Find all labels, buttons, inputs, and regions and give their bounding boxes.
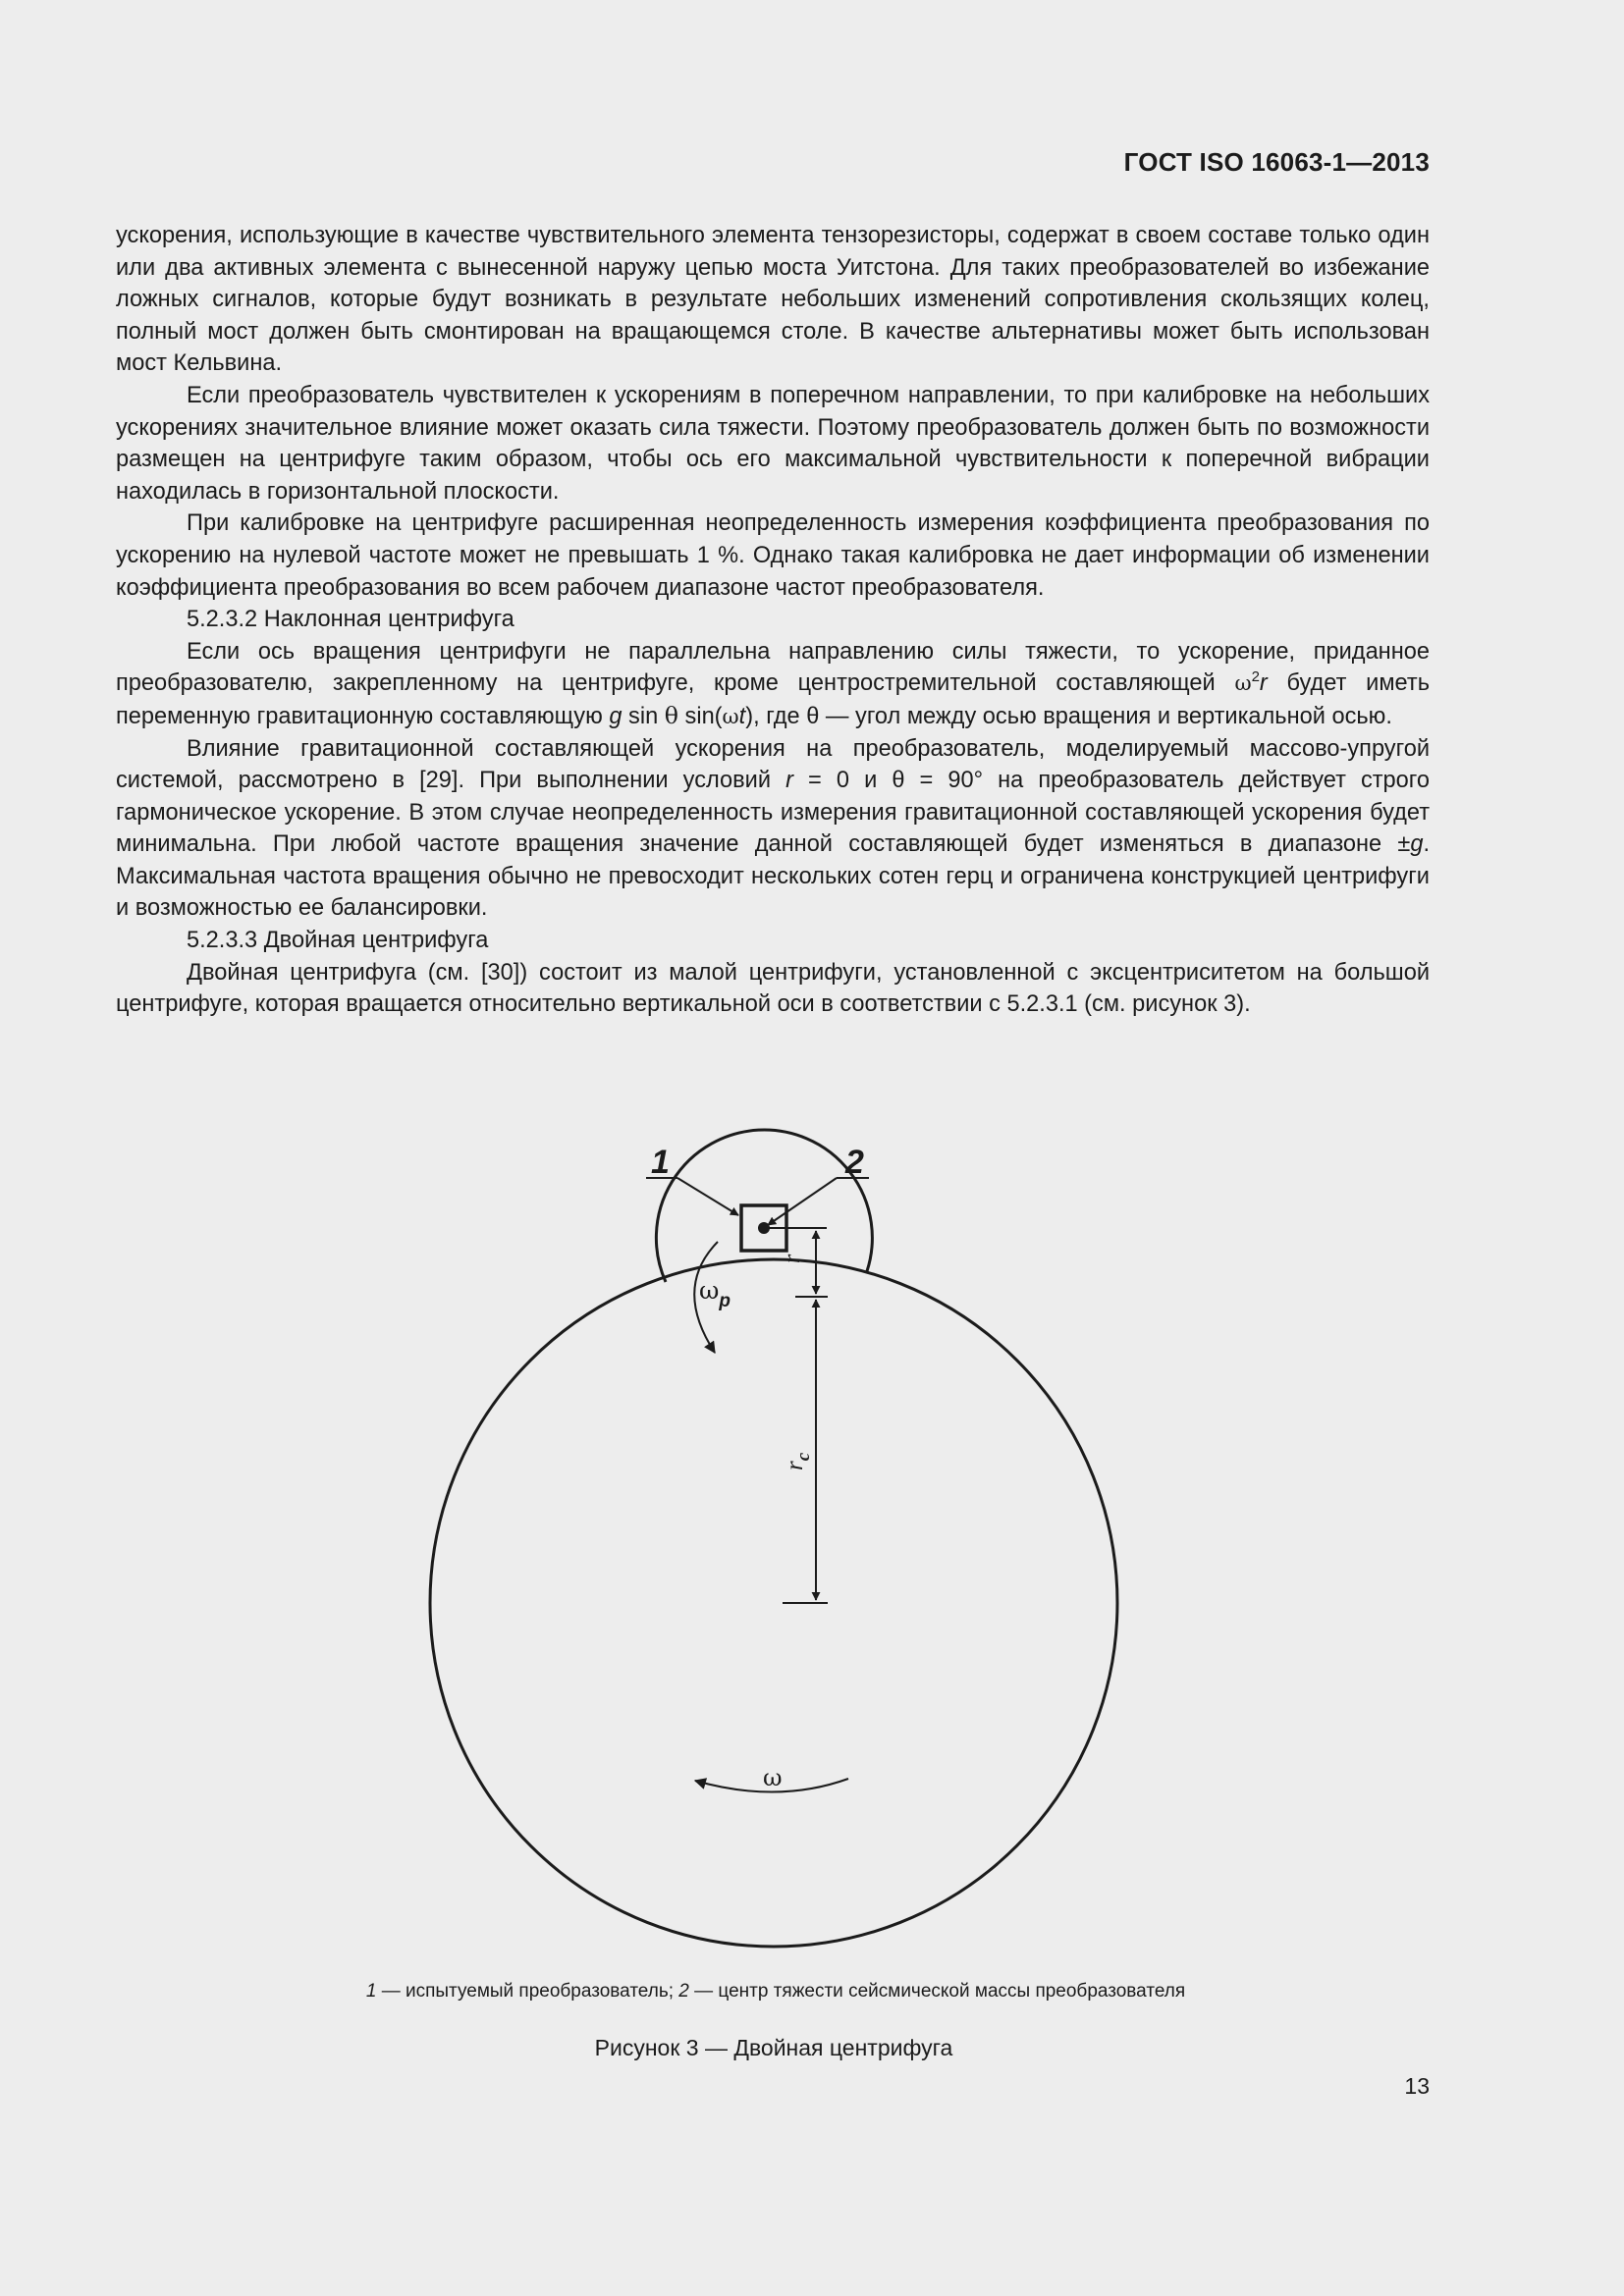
legend-key-1: 1 — [365, 1981, 377, 2002]
label-2: 2 — [845, 1144, 864, 1181]
section-heading-5-2-3-2: 5.2.3.2 Наклонная центрифуга — [187, 607, 514, 633]
text-run: . Максимальная частота вращения обычно не превосходит нескольких сотен герц и ограничена конструкцией центрифуги и возможностью ее балансировки. — [116, 831, 1430, 922]
rc-label: $r_c$ — [782, 1452, 814, 1470]
leader-line-1 — [677, 1178, 738, 1215]
page-number: 13 — [1404, 2073, 1430, 2099]
paragraph: При калибровке на центрифуге расширенная неопределенность измерения коэффициента преобразования по ускорению на нулевой частоте может не превышать 1 %. Однако такая калибровка не дает информации об изменении коэффициента преобразования во всем рабочем диапазоне частот преобразователя. — [116, 510, 1430, 601]
text-run: sin( — [677, 703, 723, 729]
paragraph: Если преобразователь чувствителен к ускорениям в поперечном направлении, то при калибровке на небольших ускорениях значительное влияние может оказать сила тяжести. Поэтому преобразователь должен быть по возможности размещен на центрифуге таким образом, чтобы ось его максимальной чувствительности к поперечной вибрации находилась в горизонтальной плоскости. — [116, 382, 1430, 505]
legend-text-2: — центр тяжести сейсмической массы преобразователя — [688, 1981, 1186, 2002]
text-run: Влияние гравитационной составляющей ускорения на преобразователь, моделируемый массово-упругой системой, рассмотрено в [29]. При выполнении условий — [116, 735, 1430, 794]
text-run: ), где θ — угол между осью вращения и вертикальной осью. — [745, 703, 1392, 729]
omega-symbol: ω — [1234, 671, 1252, 696]
t-variable: t — [738, 703, 746, 729]
omega-symbol: ω — [722, 704, 739, 728]
text-run: = 0 и θ = 90° на преобразователь действует строго гармоническое ускорение. В этом случае неопределенность измерения гравитационной составляющей ускорения будет минимальна. При любой частоте вращения значение данной составляющей будет изменяться в диапазоне ± — [116, 768, 1430, 858]
theta-symbol: θ — [664, 701, 678, 729]
legend-key-2: 2 — [678, 1981, 689, 2002]
text-run: sin — [622, 703, 665, 729]
text-run: Если ось вращения центрифуги не параллельна направлению силы тяжести, то ускорение, приданное преобразователю, закрепленному на центрифуге, кроме центростремительной составляющей — [116, 638, 1430, 697]
omega-p-label: $\omega_p$ — [699, 1276, 731, 1311]
leader-line-2 — [768, 1178, 837, 1225]
legend-text-1: — испытуемый преобразователь; — [376, 1981, 679, 2002]
superscript: 2 — [1251, 668, 1260, 686]
paragraph: ускорения, использующие в качестве чувствительного элемента тензорезисторы, содержат в своем составе только один или два активных элемента с вынесенной наружу цепью моста Уитстона. Для таких преобразователей во избежание ложных сигналов, которые будут возникать в результате небольших изменений сопротивления скользящих колец, полный мост должен быть смонтирован на вращающемся столе. В качестве альтернативы может быть использован мост Кельвина. — [116, 223, 1430, 377]
label-1: 1 — [651, 1144, 670, 1181]
omega-label: ω — [763, 1764, 783, 1791]
paragraph: Двойная центрифуга (см. [30]) состоит из малой центрифуги, установленной с эксцентриситетом на большой центрифуге, которая вращается относительно вертикальной оси в соответствии с 5.2.3.1 (см. рисунок 3). — [116, 959, 1430, 1018]
document-header: ГОСТ ISO 16063-1—2013 — [1123, 147, 1430, 177]
text-run: будет иметь переменную гравитационную составляющую — [116, 670, 1430, 729]
figure-caption: Рисунок 3 — Двойная центрифуга — [594, 2035, 953, 2060]
r-variable: r — [1259, 670, 1268, 697]
figure-legend — [0, 1981, 1551, 2002]
large-centrifuge-circle — [430, 1259, 1117, 1947]
r-label: r — [780, 1254, 805, 1263]
r-variable: r — [785, 768, 793, 794]
section-heading-5-2-3-3: 5.2.3.3 Двойная центрифуга — [187, 928, 489, 954]
g-variable: g — [1410, 831, 1424, 858]
g-variable: g — [609, 703, 623, 729]
